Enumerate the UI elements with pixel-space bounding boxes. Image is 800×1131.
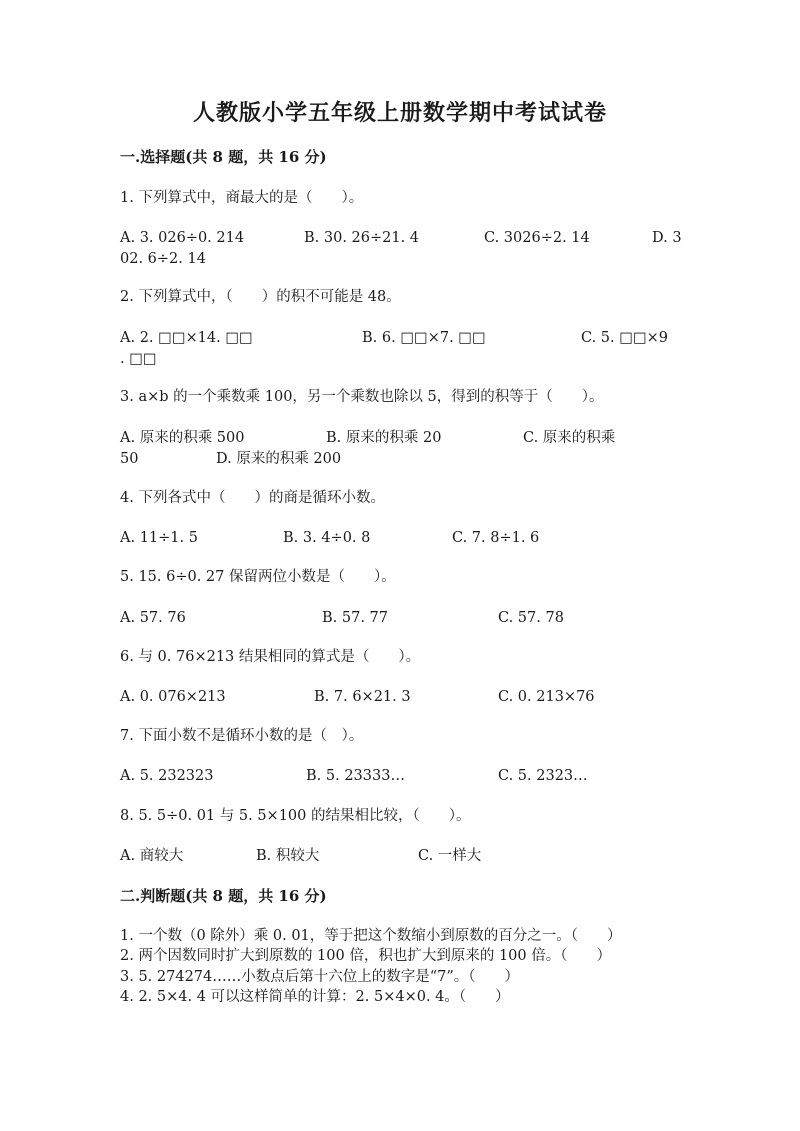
question-stem: 7. 下面小数不是循环小数的是（ ）。 [120,728,364,744]
option-b: B. 原来的积乘 20 [326,430,442,446]
option-b: B. 57. 77 [322,610,388,626]
section-heading-judge: 二.判断题(共 8 题，共 16 分) [120,887,327,905]
option-b: B. 6. □□×7. □□ [362,330,486,346]
option-a: A. 5. 232323 [120,768,214,784]
option-c: C. 5. □□×9 [581,330,669,346]
section-heading-choice: 一.选择题(共 8 题，共 16 分) [120,148,327,166]
option-c: C. 一样大 [418,848,482,864]
option-b: B. 3. 4÷0. 8 [283,530,371,546]
option-a: A. 商较大 [120,848,184,864]
question-stem: 5. 15. 6÷0. 27 保留两位小数是（ ）。 [120,569,396,585]
option-a: A. 3. 026÷0. 214 [120,230,245,246]
option-c: C. 0. 213×76 [498,689,595,705]
option-c: C. 5. 2323… [498,768,588,784]
question-stem: 1. 下列算式中，商最大的是（ ）。 [120,190,364,206]
question-stem: 6. 与 0. 76×213 结果相同的算式是（ ）。 [120,649,421,665]
option-c-wrap: 50 [120,451,139,467]
option-a: A. 57. 76 [120,610,186,626]
judge-item: 3. 5. 274274……小数点后第十六位上的数字是“7”。（ ） [120,969,520,985]
option-b: B. 5. 23333… [306,768,405,784]
option-a: A. 0. 076×213 [120,689,226,705]
option-c: C. 原来的积乘 [523,430,616,446]
option-b: B. 7. 6×21. 3 [314,689,411,705]
option-c: C. 7. 8÷1. 6 [452,530,540,546]
question-stem: 2. 下列算式中，（ ）的积不可能是 48。 [120,289,401,305]
page-title: 人教版小学五年级上册数学期中考试试卷 [192,100,607,126]
option-a: A. 2. □□×14. □□ [120,330,253,346]
option-b: B. 30. 26÷21. 4 [304,230,420,246]
judge-item: 4. 2. 5×4. 4 可以这样简单的计算：2. 5×4×0. 4。（ ） [120,989,510,1005]
option-d: D. 原来的积乘 200 [216,451,342,467]
judge-item: 1. 一个数（0 除外）乘 0. 01，等于把这个数缩小到原数的百分之一。（ ） [120,928,622,944]
option-a: A. 11÷1. 5 [120,530,198,546]
option-c: C. 3026÷2. 14 [484,230,590,246]
option-d-wrap: 02. 6÷2. 14 [120,251,206,267]
question-stem: 8. 5. 5÷0. 01 与 5. 5×100 的结果相比较，（ ）。 [120,808,471,824]
option-c: C. 57. 78 [498,610,564,626]
option-c-wrap: . □□ [120,351,157,367]
question-stem: 3. a×b 的一个乘数乘 100，另一个乘数也除以 5，得到的积等于（ ）。 [120,389,604,405]
question-stem: 4. 下列各式中（ ）的商是循环小数。 [120,490,385,506]
option-d: D. 3 [652,230,682,246]
judge-item: 2. 两个因数同时扩大到原数的 100 倍，积也扩大到原来的 100 倍。（ ） [120,948,611,964]
option-b: B. 积较大 [256,848,320,864]
option-a: A. 原来的积乘 500 [120,430,245,446]
